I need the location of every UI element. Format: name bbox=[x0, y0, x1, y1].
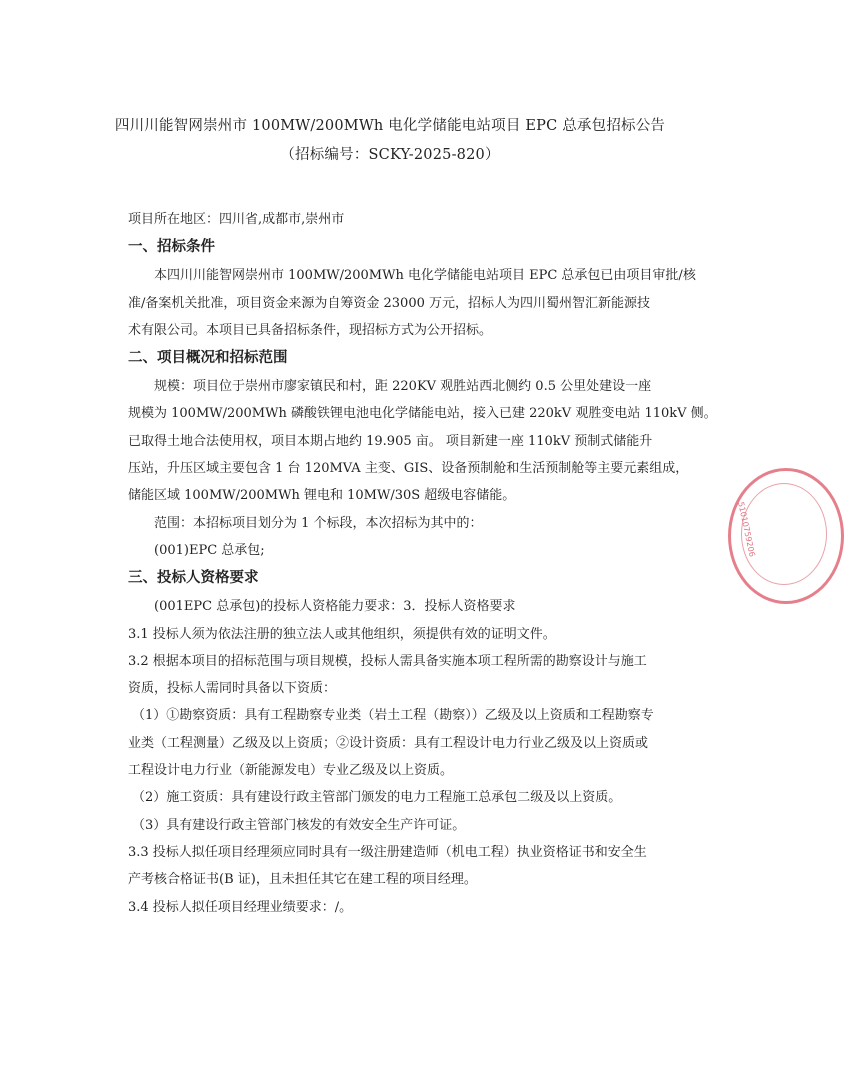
requirement-3-3: 产考核合格证书(B 证)，且未担任其它在建工程的项目经理。 bbox=[128, 872, 477, 888]
paragraph-line: 储能区域 100MW/200MWh 锂电和 10MW/30S 超级电容储能。 bbox=[128, 488, 516, 504]
section-heading-overview: 二、项目概况和招标范围 bbox=[128, 350, 288, 367]
qualification-intro: (001EPC 总承包)的投标人资格能力要求：3．投标人资格要求 bbox=[154, 599, 516, 615]
requirement-3-3: 3.3 投标人拟任项目经理须应同时具有一级注册建造师（机电工程）执业资格证书和安全生 bbox=[128, 844, 647, 860]
paragraph-line: 压站，升压区域主要包含 1 台 120MVA 主变、GIS、设备预制舱和生活预制舱等主要元素组成， bbox=[128, 461, 689, 477]
document-body bbox=[128, 206, 717, 921]
requirement-item-1: 业类（工程测量）乙级及以上资质；②设计资质：具有工程设计电力行业乙级及以上资质或 bbox=[128, 735, 649, 751]
requirement-3-4: 3.4 投标人拟任项目经理业绩要求：/。 bbox=[128, 899, 353, 915]
requirement-3-2: 资质，投标人需同时具备以下资质： bbox=[128, 681, 337, 697]
requirement-item-3: （3）具有建设行政主管部门核发的有效安全生产许可证。 bbox=[132, 817, 466, 833]
requirement-3-1: 3.1 投标人须为依法注册的独立法人或其他组织，须提供有效的证明文件。 bbox=[128, 626, 556, 642]
project-location: 项目所在地区：四川省,成都市,崇州市 bbox=[128, 212, 345, 227]
requirement-item-1: （1）①勘察资质：具有工程勘察专业类（岩土工程（勘察））乙级及以上资质和工程勘察专 bbox=[132, 708, 654, 724]
paragraph-line: 规模为 100MW/200MWh 磷酸铁锂电池电化学储能电站，接入已建 220kV 观胜变电站 110kV 侧。 bbox=[128, 406, 717, 422]
paragraph-line: 术有限公司。本项目已具备招标条件，现招标方式为公开招标。 bbox=[128, 322, 493, 338]
paragraph-line: 规模：项目位于崇州市廖家镇民和村，距 220KV 观胜站西北侧约 0.5 公里处建设一座 bbox=[154, 379, 652, 395]
requirement-3-2: 3.2 根据本项目的招标范围与项目规模，投标人需具备实施本项工程所需的勘察设计与施工 bbox=[128, 653, 647, 669]
section-heading-conditions: 一、招标条件 bbox=[128, 239, 215, 256]
official-seal-stamp bbox=[728, 468, 844, 604]
lot-line: (001)EPC 总承包; bbox=[154, 542, 265, 558]
paragraph-line: 已取得土地合法使用权，项目本期占地约 19.905 亩。 项目新建一座 110kV 预制式储能升 bbox=[128, 433, 653, 449]
tender-number: （招标编号：SCKY-2025-820） bbox=[280, 147, 500, 163]
section-heading-qualifications: 三、投标人资格要求 bbox=[128, 570, 259, 587]
requirement-item-1: 工程设计电力行业（新能源发电）专业乙级及以上资质。 bbox=[128, 763, 454, 779]
requirement-item-2: （2）施工资质：具有建设行政主管部门颁发的电力工程施工总承包二级及以上资质。 bbox=[132, 790, 622, 806]
announcement-title: 四川川能智网崇州市 100MW/200MWh 电化学储能电站项目 EPC 总承包招标公告 bbox=[114, 118, 666, 134]
paragraph-line: 本四川川能智网崇州市 100MW/200MWh 电化学储能电站项目 EPC 总承包已由项目审批/核 bbox=[154, 268, 696, 284]
paragraph-line: 准/备案机关批准，项目资金来源为自筹资金 23000 万元，招标人为四川蜀州智汇新能源技 bbox=[128, 295, 651, 311]
scope-line: 范围：本招标项目划分为 1 个标段，本次招标为其中的： bbox=[154, 515, 483, 531]
seal-number: 51010759206 bbox=[736, 501, 757, 558]
seal-inner-ring bbox=[741, 483, 827, 585]
